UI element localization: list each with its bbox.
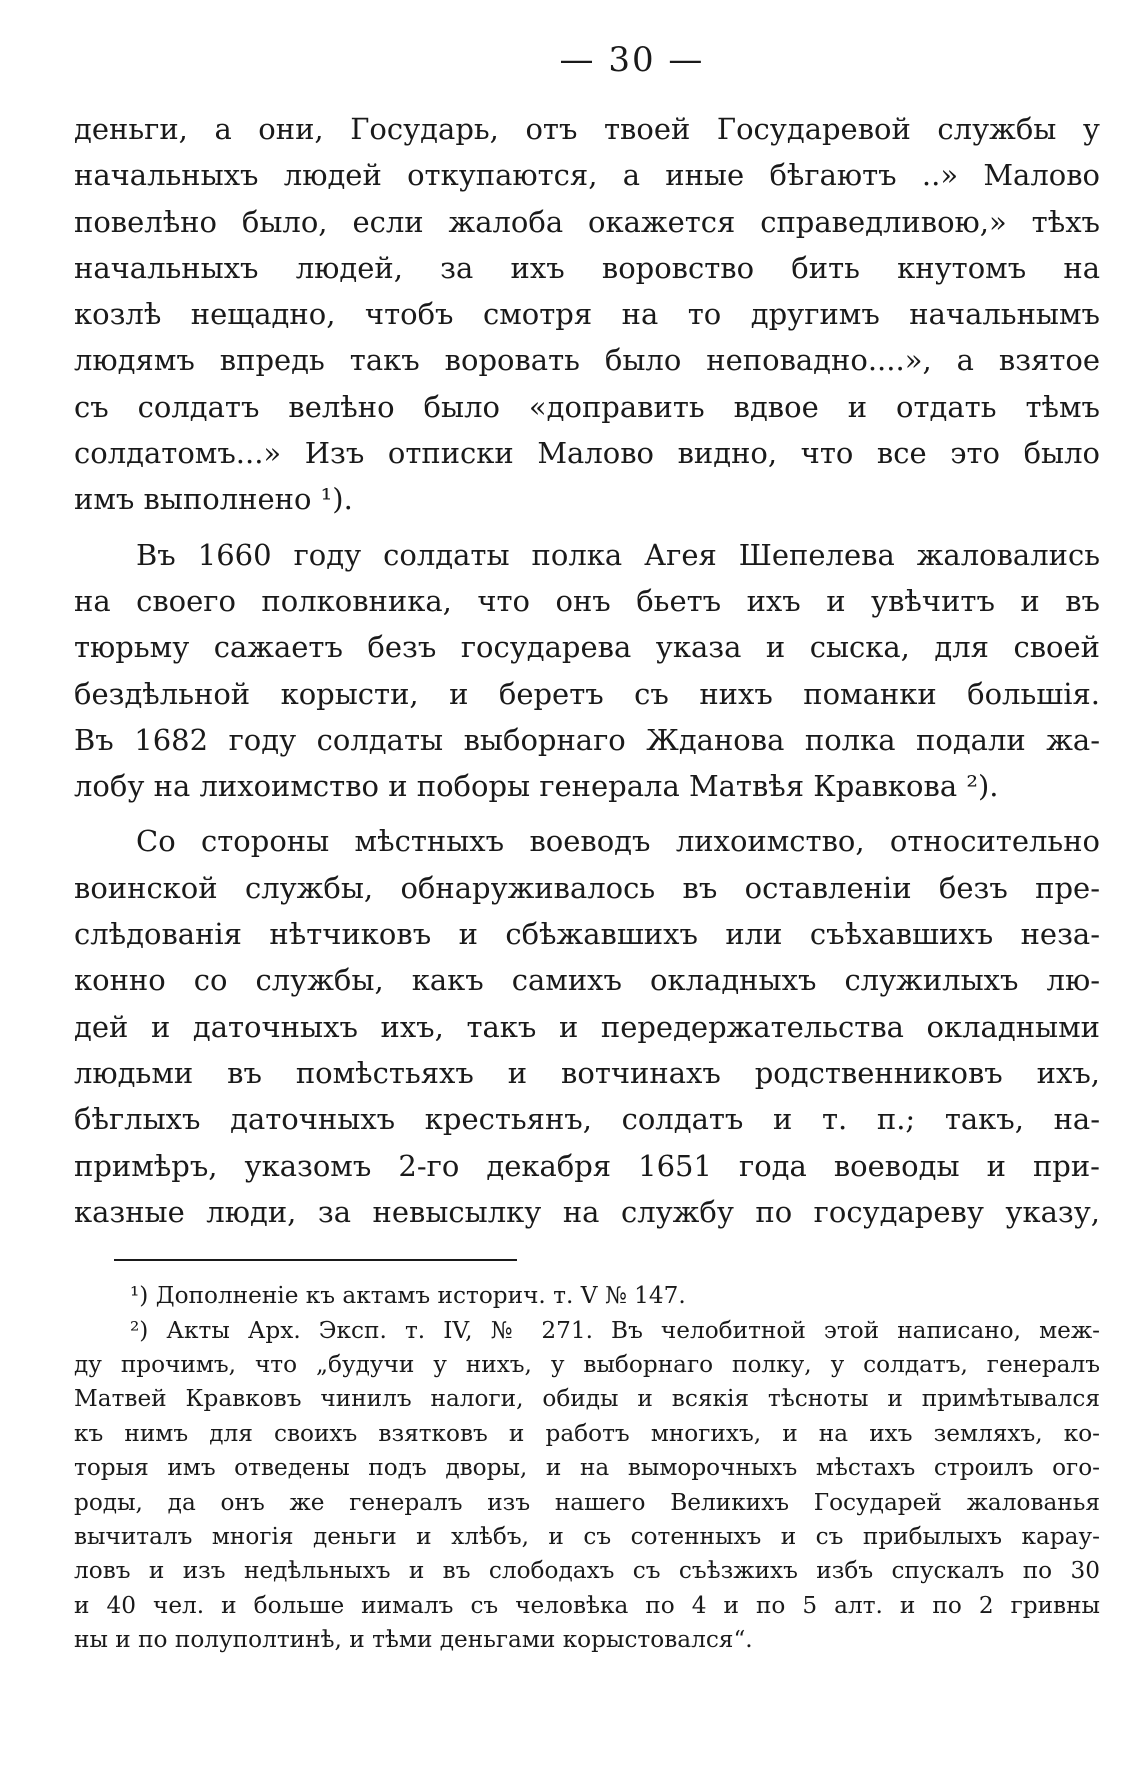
body-text xyxy=(74,106,1100,1235)
text-line: Въ 1660 году солдаты полка Агея Шепелева жаловались xyxy=(136,537,1100,572)
text-line: казные люди, за невысылку на службу по государеву указу, xyxy=(74,1194,1100,1229)
footnote-line: ны и по полуполтинѣ, и тѣми деньгами корыстовался“. xyxy=(74,1626,753,1654)
page-number: — 30 — xyxy=(559,40,705,80)
text-line: съ солдатъ велѣно было «доправить вдвое и отдать тѣмъ xyxy=(74,389,1100,424)
text-line: лобу на лихоимство и поборы генерала Матвѣя Кравкова ²). xyxy=(74,769,999,804)
text-line: бѣглыхъ даточныхъ крестьянъ, солдатъ и т. п.; такъ, на- xyxy=(74,1102,1100,1137)
text-line: Въ 1682 году солдаты выборнаго Жданова полка подали жа- xyxy=(74,722,1100,757)
text-line: козлѣ нещадно, чтобъ смотря на то другимъ начальнымъ xyxy=(74,297,1100,332)
paragraph-2 xyxy=(74,532,1100,810)
footnote-line: роды, да онъ же генералъ изъ нашего Великихъ Государей жалованья xyxy=(74,1488,1100,1516)
paragraph-3 xyxy=(74,818,1100,1235)
text-line: деньги, а они, Государь, отъ твоей Государевой службы у xyxy=(74,112,1100,146)
text-line: начальныхъ людей, за ихъ воровство бить кнутомъ на xyxy=(74,250,1100,285)
text-line: тюрьму сажаетъ безъ государева указа и сыска, для своей xyxy=(74,630,1100,665)
text-line: дей и даточныхъ ихъ, такъ и передержательства окладными xyxy=(74,1009,1100,1044)
text-line: людямъ впредь такъ воровать было неповадно....», а взятое xyxy=(74,343,1100,378)
text-line: примѣръ, указомъ 2-го декабря 1651 года воеводы и при- xyxy=(74,1148,1100,1183)
footnote-line: ду прочимъ, что „будучи у нихъ, у выборнаго полку, у солдатъ, генералъ xyxy=(74,1350,1100,1378)
text-line: начальныхъ людей откупаются, а иные бѣгаютъ ..» Малово xyxy=(74,158,1100,193)
text-line: слѣдованія нѣтчиковъ и сбѣжавшихъ или съѣхавшихъ неза- xyxy=(74,917,1100,952)
text-line: конно со службы, какъ самихъ окладныхъ служилыхъ лю- xyxy=(74,963,1100,998)
footnote-line: къ нимъ для своихъ взятковъ и работъ многихъ, и на ихъ земляхъ, ко- xyxy=(74,1419,1100,1447)
text-line: солдатомъ...» Изъ отписки Малово видно, что все это было xyxy=(74,436,1100,471)
text-line: на своего полковника, что онъ бьетъ ихъ и увѣчитъ и въ xyxy=(74,583,1100,618)
text-line: повелѣно было, если жалоба окажется справедливою,» тѣхъ xyxy=(74,204,1100,239)
footnote-line: торыя имъ отведены подъ дворы, и на выморочныхъ мѣстахъ строилъ ого- xyxy=(74,1454,1100,1482)
footnote-line: ловъ и изъ недѣльныхъ и въ слободахъ съ съѣзжихъ избъ спускалъ по 30 xyxy=(74,1557,1100,1585)
text-line: имъ выполнено ¹). xyxy=(74,482,353,517)
footnote-divider xyxy=(114,1259,517,1261)
text-line: воинской службы, обнаруживалось въ оставленіи безъ пре- xyxy=(74,870,1100,905)
footnote-line: и 40 чел. и больше иималъ съ человѣка по 4 и по 5 алт. и по 2 гривны xyxy=(74,1591,1100,1619)
footnote-2 xyxy=(74,1314,1100,1658)
text-line: Со стороны мѣстныхъ воеводъ лихоимство, относительно xyxy=(136,824,1100,859)
text-line: людьми въ помѣстьяхъ и вотчинахъ родственниковъ ихъ, xyxy=(74,1055,1100,1090)
footnote-line: Матвей Кравковъ чинилъ налоги, обиды и всякія тѣсноты и примѣтывался xyxy=(74,1385,1100,1413)
paragraph-1 xyxy=(74,106,1100,523)
text-line: бездѣльной корысти, и беретъ съ нихъ поманки большія. xyxy=(74,676,1100,711)
footnote-line: ¹) Дополненіе къ актамъ историч. т. V № 147. xyxy=(130,1282,686,1310)
footnote-line: ²) Акты Арх. Эксп. т. IV, № 271. Въ челобитной этой написано, меж- xyxy=(130,1316,1100,1344)
footnotes xyxy=(74,1279,1100,1657)
footnote-1 xyxy=(74,1279,1100,1313)
footnote-line: вычиталъ многія деньги и хлѣбъ, и съ сотенныхъ и съ прибылыхъ карау- xyxy=(74,1522,1100,1550)
